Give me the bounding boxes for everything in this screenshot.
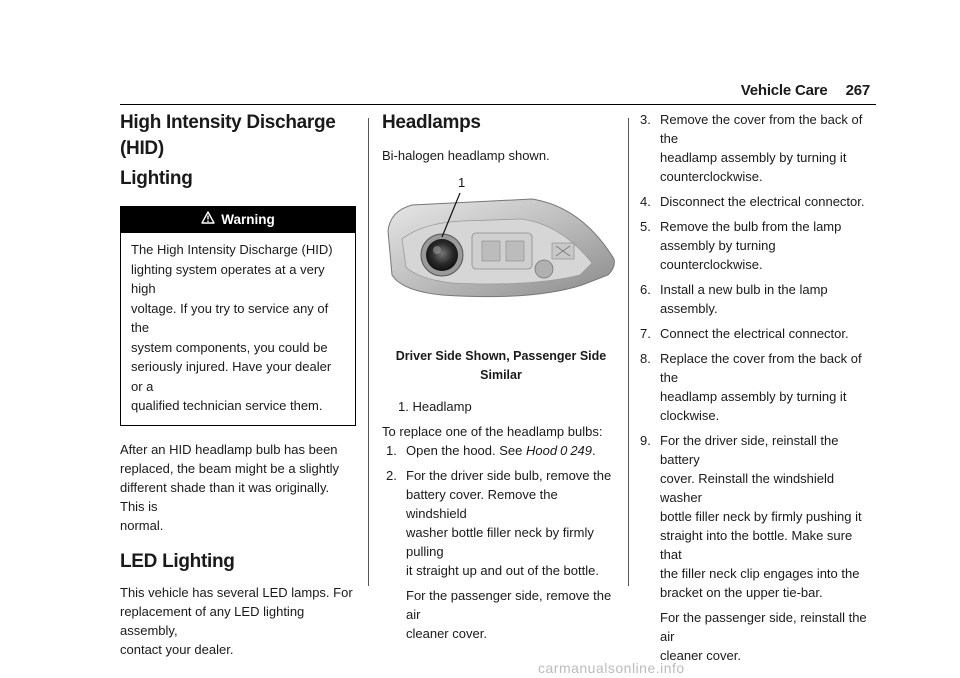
warning-label: Warning: [221, 212, 275, 227]
led-paragraph: This vehicle has several LED lamps. For replacement of any LED lighting assembly, contact your dealer.: [120, 584, 353, 657]
list-item: 1. Open the hood. See Hood 0 249.: [386, 443, 596, 458]
list-item: 6. Install a new bulb in the lamp assembly.: [640, 282, 828, 316]
steps-list-part1: [386, 441, 620, 643]
header-rule: [120, 104, 876, 105]
page-reference-icon: 0: [560, 443, 568, 458]
hid-paragraph: After an HID headlamp bulb has been replaced, the beam might be a slightly different shade than it was originally. This is normal.: [120, 441, 339, 533]
figure-callout-1: 1: [458, 175, 466, 190]
step9-subparagraph: For the passenger side, reinstall the air cleaner cover.: [660, 610, 867, 663]
list-item: 9. For the driver side, reinstall the battery cover. Reinstall the windshield washer bottle filler neck by firmly pushing it straight into the bottle. Make sure that the filler neck clip engages into the bracket on the upper tie-bar.: [640, 433, 862, 600]
warning-triangle-icon: [201, 207, 215, 233]
headlamps-intro: Bi-halogen headlamp shown.: [382, 148, 550, 163]
warning-header: [121, 207, 355, 233]
list-item: 8. Replace the cover from the back of the headlamp assembly by turning it clockwise.: [640, 351, 862, 423]
list-item: 5. Remove the bulb from the lamp assembly by turning counterclockwise.: [640, 219, 842, 272]
figure-caption: Driver Side Shown, Passenger Side Similar: [395, 349, 607, 382]
column-1: [120, 110, 356, 659]
headlamp-figure: [382, 171, 620, 321]
watermark: carmanualsonline.info: [538, 660, 685, 676]
warning-box: [120, 206, 356, 426]
page-header: [741, 82, 870, 99]
step2-subparagraph: For the passenger side, remove the air cleaner cover.: [406, 588, 612, 641]
page-number: 267: [845, 82, 870, 99]
headlamp-illustration: [382, 171, 620, 321]
led-lighting-heading: LED Lighting: [120, 550, 235, 572]
column-3: [640, 110, 876, 665]
hid-lighting-heading: High Intensity Discharge (HID) Lighting: [120, 112, 336, 189]
column-2: [382, 110, 620, 643]
list-item: 2. For the driver side bulb, remove the battery cover. Remove the windshield washer bottle filler neck by firmly pulling it straight up and out of the bottle. For the passenger side, remove the air cleaner cover.: [386, 466, 620, 643]
steps-intro: To replace one of the headlamp bulbs:: [382, 424, 603, 439]
hood-link[interactable]: Hood 0 249: [526, 443, 593, 458]
column-divider-1: [368, 118, 369, 586]
figure-legend: 1. Headlamp: [398, 399, 472, 414]
list-item: 7. Connect the electrical connector.: [640, 326, 849, 341]
steps-list-part2: [640, 110, 876, 602]
list-item: 4. Disconnect the electrical connector.: [640, 194, 865, 209]
column-divider-2: [628, 118, 629, 586]
section-name: Vehicle Care: [740, 82, 828, 99]
warning-text: The High Intensity Discharge (HID) lighting system operates at a very high voltage. If you try to service any of the system components, you could be seriously injured. Have your dealer or a qualified technician service them.: [131, 242, 333, 413]
list-item: 3. Remove the cover from the back of the headlamp assembly by turning it counterclockwise.: [640, 112, 863, 184]
headlamps-heading: Headlamps: [382, 112, 481, 133]
